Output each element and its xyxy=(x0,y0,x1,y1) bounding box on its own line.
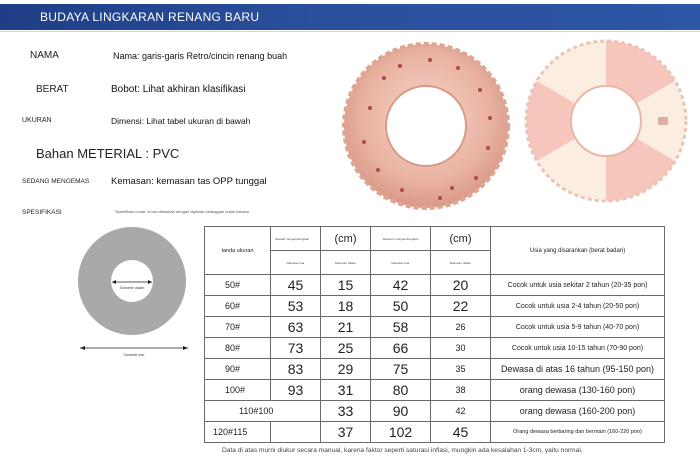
table-row xyxy=(205,359,665,380)
recommended-age-cell: Cocok untuk usia sekitar 2 tahun (20-35 pon) xyxy=(491,275,665,296)
table-row xyxy=(205,380,665,401)
spec-value-nama: Nama: garis-garis Retro/cincin renang buah xyxy=(113,51,288,61)
recommended-age-cell: orang dewasa (130-160 pon) xyxy=(491,380,665,401)
size-cell: 60# xyxy=(205,296,271,317)
size-cell: 80# xyxy=(205,338,271,359)
spec-label-ukuran: UKURAN xyxy=(22,117,52,124)
header-size-mark: tanda ukuran xyxy=(205,227,271,275)
header-before-inflate-note: Sebelum mengembungkan xyxy=(371,227,431,251)
outer-diameter-before-cell: 66 xyxy=(371,338,431,359)
header-inner-diameter-2: Diameter dalam xyxy=(431,251,491,275)
outer-diameter-after-cell: 93 xyxy=(271,380,321,401)
outer-diameter-after-cell xyxy=(271,422,321,443)
banner-divider xyxy=(0,31,700,32)
inner-diameter-after-cell: 25 xyxy=(321,338,371,359)
recommended-age-cell: Orang dewasa berbaring dan bermain (160-220 pon) xyxy=(491,422,665,443)
outer-diameter-before-cell: 50 xyxy=(371,296,431,317)
striped-swim-ring-image xyxy=(520,38,692,204)
size-cell: 100# xyxy=(205,380,271,401)
outer-diameter-before-cell: 102 xyxy=(371,422,431,443)
table-row xyxy=(205,338,665,359)
outer-diameter-before-cell: 90 xyxy=(371,401,431,422)
size-cell: 120#115 xyxy=(205,422,271,443)
outer-diameter-before-cell: 42 xyxy=(371,275,431,296)
header-before-inflate-unit: (cm) xyxy=(431,227,491,251)
spec-value-kemasan: Kemasan: kemasan tas OPP tunggal xyxy=(111,176,267,187)
inner-diameter-after-cell: 37 xyxy=(321,422,371,443)
recommended-age-cell: orang dewasa (160-200 pon) xyxy=(491,401,665,422)
header-recommended-age: Usia yang disarankan (berat badan) xyxy=(491,227,665,275)
inner-diameter-after-cell: 33 xyxy=(321,401,371,422)
outer-diameter-before-cell: 75 xyxy=(371,359,431,380)
inner-diameter-before-cell: 42 xyxy=(431,401,491,422)
table-row xyxy=(205,275,665,296)
spec-label-material: Bahan METERIAL : PVC xyxy=(36,146,180,161)
table-row xyxy=(205,422,665,443)
size-table xyxy=(204,226,665,443)
header-outer-diameter-2: Diameter luar xyxy=(371,251,431,275)
inner-diameter-after-cell: 18 xyxy=(321,296,371,317)
header-after-inflate-unit: (cm) xyxy=(321,227,371,251)
outer-diameter-before-cell: 58 xyxy=(371,317,431,338)
table-row xyxy=(205,317,665,338)
recommended-age-cell: Cocok untuk usia 5-9 tahun (40-70 pon) xyxy=(491,317,665,338)
size-cell: 50# xyxy=(205,275,271,296)
size-cell: 70# xyxy=(205,317,271,338)
inner-diameter-after-cell: 15 xyxy=(321,275,371,296)
inner-diameter-before-cell: 22 xyxy=(431,296,491,317)
spec-label-berat: BERAT xyxy=(36,84,69,95)
spec-value-ukuran: Dimensi: Lihat tabel ukuran di bawah xyxy=(111,116,251,126)
outer-diameter-after-cell: 73 xyxy=(271,338,321,359)
page-title: BUDAYA LINGKARAN RENANG BARU xyxy=(40,10,260,24)
measurement-footnote: Data di atas murni diukur secara manual, karena faktor seperti saturasi inflasi, mungkin ada kesalahan 1-3cm, yaitu normal. xyxy=(222,447,583,454)
inner-diameter-after-cell: 31 xyxy=(321,380,371,401)
spec-label-kemasan: SEDANG MENGEMAS xyxy=(22,178,90,185)
recommended-age-cell: Cocok untuk usia 2-4 tahun (20-50 pon) xyxy=(491,296,665,317)
size-cell: 110#100 xyxy=(205,401,321,422)
spec-value-spesifikasi: Spesifikasi mode: Kroto-ditambah dengan layanan pelanggan untuk ketahui xyxy=(115,209,250,214)
header-after-inflate-note: Setelah mengembungkan xyxy=(271,227,321,251)
recommended-age-cell: Dewasa di atas 16 tahun (95-150 pon) xyxy=(491,359,665,380)
inner-diameter-after-cell: 29 xyxy=(321,359,371,380)
ring-dimension-diagram xyxy=(76,225,196,357)
spec-label-nama: NAMA xyxy=(30,50,59,61)
inner-diameter-before-cell: 38 xyxy=(431,380,491,401)
recommended-age-cell: Cocok untuk usia 10-15 tahun (70-90 pon) xyxy=(491,338,665,359)
inner-diameter-before-cell: 26 xyxy=(431,317,491,338)
header-inner-diameter-1: Diameter dalam xyxy=(321,251,371,275)
inner-diameter-after-cell: 21 xyxy=(321,317,371,338)
inner-diameter-before-cell: 20 xyxy=(431,275,491,296)
inner-diameter-before-cell: 45 xyxy=(431,422,491,443)
outer-diameter-after-cell: 45 xyxy=(271,275,321,296)
size-cell: 90# xyxy=(205,359,271,380)
inner-diameter-before-cell: 30 xyxy=(431,338,491,359)
spec-label-spesifikasi: SPESIFIKASI xyxy=(22,209,62,216)
fruit-swim-ring-image xyxy=(340,38,510,214)
outer-diameter-after-cell: 53 xyxy=(271,296,321,317)
outer-diameter-label: Diameter luar xyxy=(123,353,145,357)
inner-diameter-label: Diameter dalam xyxy=(119,286,145,290)
outer-diameter-after-cell: 63 xyxy=(271,317,321,338)
outer-diameter-after-cell: 83 xyxy=(271,359,321,380)
spec-value-berat: Bobot: Lihat akhiran klasifikasi xyxy=(111,84,246,95)
outer-diameter-before-cell: 80 xyxy=(371,380,431,401)
inner-diameter-before-cell: 35 xyxy=(431,359,491,380)
table-row xyxy=(205,296,665,317)
table-row xyxy=(205,401,665,422)
header-outer-diameter-1: Diameter luar xyxy=(271,251,321,275)
